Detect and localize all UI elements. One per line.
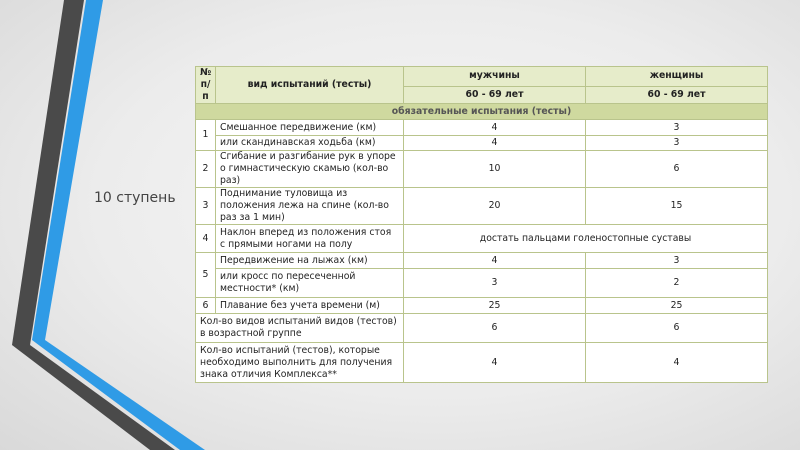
summary-row (196, 343, 768, 383)
women-value: 3 (586, 253, 768, 269)
men-value: 3 (404, 269, 586, 298)
women-value: 6 (586, 151, 768, 188)
row-number: 3 (196, 188, 216, 225)
table-row (196, 136, 768, 151)
men-value: 4 (404, 120, 586, 136)
men-value: 20 (404, 188, 586, 225)
test-name: Плавание без учета времени (м) (216, 298, 404, 314)
blue-stripe-bottom (32, 340, 205, 450)
merged-value: достать пальцами голеностопные суставы (404, 225, 768, 253)
men-value: 25 (404, 298, 586, 314)
header-test: вид испытаний (тесты) (216, 67, 404, 104)
test-name: Передвижение на лыжах (км) (216, 253, 404, 269)
table-row (196, 298, 768, 314)
men-value: 4 (404, 136, 586, 151)
section-row (196, 104, 768, 120)
men-value: 4 (404, 343, 586, 383)
side-label: 10 ступень (94, 190, 176, 206)
summary-label: Кол-во видов испытаний видов (тестов) в возрастной группе (196, 314, 404, 343)
men-value: 4 (404, 253, 586, 269)
row-number: 4 (196, 225, 216, 253)
header-men: мужчины (404, 67, 586, 87)
test-name: Наклон вперед из положения стоя с прямыми ногами на полу (216, 225, 404, 253)
header-num: № п/п (196, 67, 216, 104)
women-value: 6 (586, 314, 768, 343)
test-name: Смешанное передвижение (км) (216, 120, 404, 136)
women-value: 25 (586, 298, 768, 314)
test-name: Поднимание туловища из положения лежа на спине (кол-во раз за 1 мин) (216, 188, 404, 225)
women-value: 15 (586, 188, 768, 225)
header-men-age: 60 - 69 лет (404, 86, 586, 103)
test-name: Сгибание и разгибание рук в упоре о гимнастическую скамью (кол-во раз) (216, 151, 404, 188)
table-row (196, 151, 768, 188)
table-row (196, 188, 768, 225)
table-row (196, 269, 768, 298)
summary-row (196, 314, 768, 343)
header-women-age: 60 - 69 лет (586, 86, 768, 103)
summary-label: Кол-во испытаний (тестов), которые необходимо выполнить для получения знака отличия Комплекса** (196, 343, 404, 383)
table-row (196, 225, 768, 253)
table-row (196, 120, 768, 136)
row-number: 5 (196, 253, 216, 298)
women-value: 3 (586, 120, 768, 136)
dark-stripe-bottom (12, 345, 175, 450)
women-value: 3 (586, 136, 768, 151)
men-value: 10 (404, 151, 586, 188)
men-value: 6 (404, 314, 586, 343)
standards-table (195, 66, 768, 383)
table-header-row (196, 67, 768, 87)
test-name: или скандинавская ходьба (км) (216, 136, 404, 151)
row-number: 1 (196, 120, 216, 151)
row-number: 2 (196, 151, 216, 188)
women-value: 2 (586, 269, 768, 298)
header-women: женщины (586, 67, 768, 87)
test-name: или кросс по пересеченной местности* (км) (216, 269, 404, 298)
row-number: 6 (196, 298, 216, 314)
table-row (196, 253, 768, 269)
women-value: 4 (586, 343, 768, 383)
section-mandatory: обязательные испытания (тесты) (196, 104, 768, 120)
